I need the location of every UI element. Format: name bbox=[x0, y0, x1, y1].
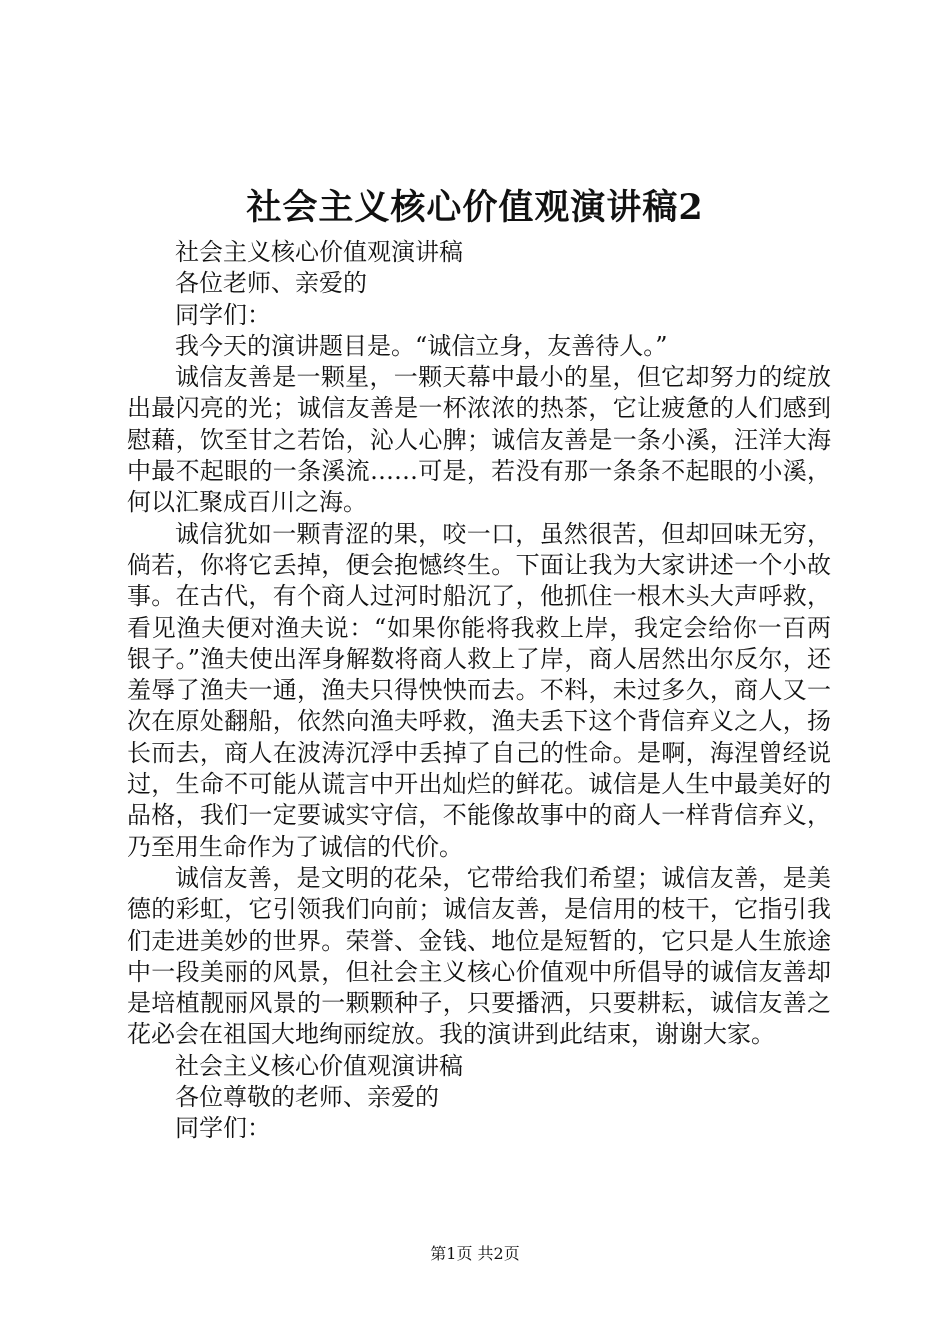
document-title: 社会主义核心价值观演讲稿2 bbox=[246, 187, 704, 228]
page-footer: 第1页 共2页 bbox=[430, 1244, 520, 1263]
paragraph-heading: 社会主义核心价值观演讲稿 bbox=[175, 1051, 463, 1080]
paragraph-salutation: 各位尊敬的老师、亲爱的 bbox=[175, 1083, 439, 1112]
paragraph-body: 诚信友善是一颗星，一颗天幕中最小的星，但它却努力的绽放出最闪亮的光；诚信友善是一杯浓浓的热茶，它让疲惫的人们感到慰藉，饮至甘之若饴，沁人心脾；诚信友善是一条小溪，汪洋大海中最不起眼的一条溪流……可是，若没有那一条条不起眼的小溪，何以汇聚成百川之海。 bbox=[127, 363, 831, 517]
paragraph-salutation: 各位老师、亲爱的 bbox=[175, 269, 367, 298]
paragraph-body: 诚信友善，是文明的花朵，它带给我们希望；诚信友善，是美德的彩虹，它引领我们向前；诚信友善，是信用的枝干，它指引我们走进美妙的世界。荣誉、金钱、地位是短暂的，它只是人生旅途中一段美丽的风景，但社会主义核心价值观中所倡导的诚信友善却是培植靓丽风景的一颗颗种子，只要播洒，只要耕耘，诚信友善之花必会在祖国大地绚丽绽放。我的演讲到此结束，谢谢大家。 bbox=[127, 863, 831, 1049]
paragraph-heading: 社会主义核心价值观演讲稿 bbox=[175, 238, 463, 266]
paragraph-topic: 我今天的演讲题目是。“诚信立身，友善待人。” bbox=[175, 331, 668, 360]
paragraph-salutation-cont: 同学们： bbox=[175, 300, 271, 329]
paragraph-salutation-cont: 同学们： bbox=[175, 1114, 271, 1143]
document-body bbox=[127, 237, 831, 1145]
paragraph-body: 诚信犹如一颗青涩的果，咬一口，虽然很苦，但却回味无穷，倘若，你将它丢掉，便会抱憾终生。下面让我为大家讲述一个小故事。在古代，有个商人过河时船沉了，他抓住一根木头大声呼救，看见渔夫便对渔夫说：“如果你能将我救上岸，我定会给你一百两银子。”渔夫使出浑身解数将商人救上了岸，商人居然出尔反尔，还羞辱了渔夫一通，渔夫只得怏怏而去。不料，未过多久，商人又一次在原处翻船，依然向渔夫呼救，渔夫丢下这个背信弃义之人，扬长而去，商人在波涛沉浮中丢掉了自己的性命。是啊，海涅曾经说过，生命不可能从谎言中开出灿烂的鲜花。诚信是人生中最美好的品格，我们一定要诚实守信，不能像故事中的商人一样背信弃义，乃至用生命作为了诚信的代价。 bbox=[127, 519, 831, 861]
